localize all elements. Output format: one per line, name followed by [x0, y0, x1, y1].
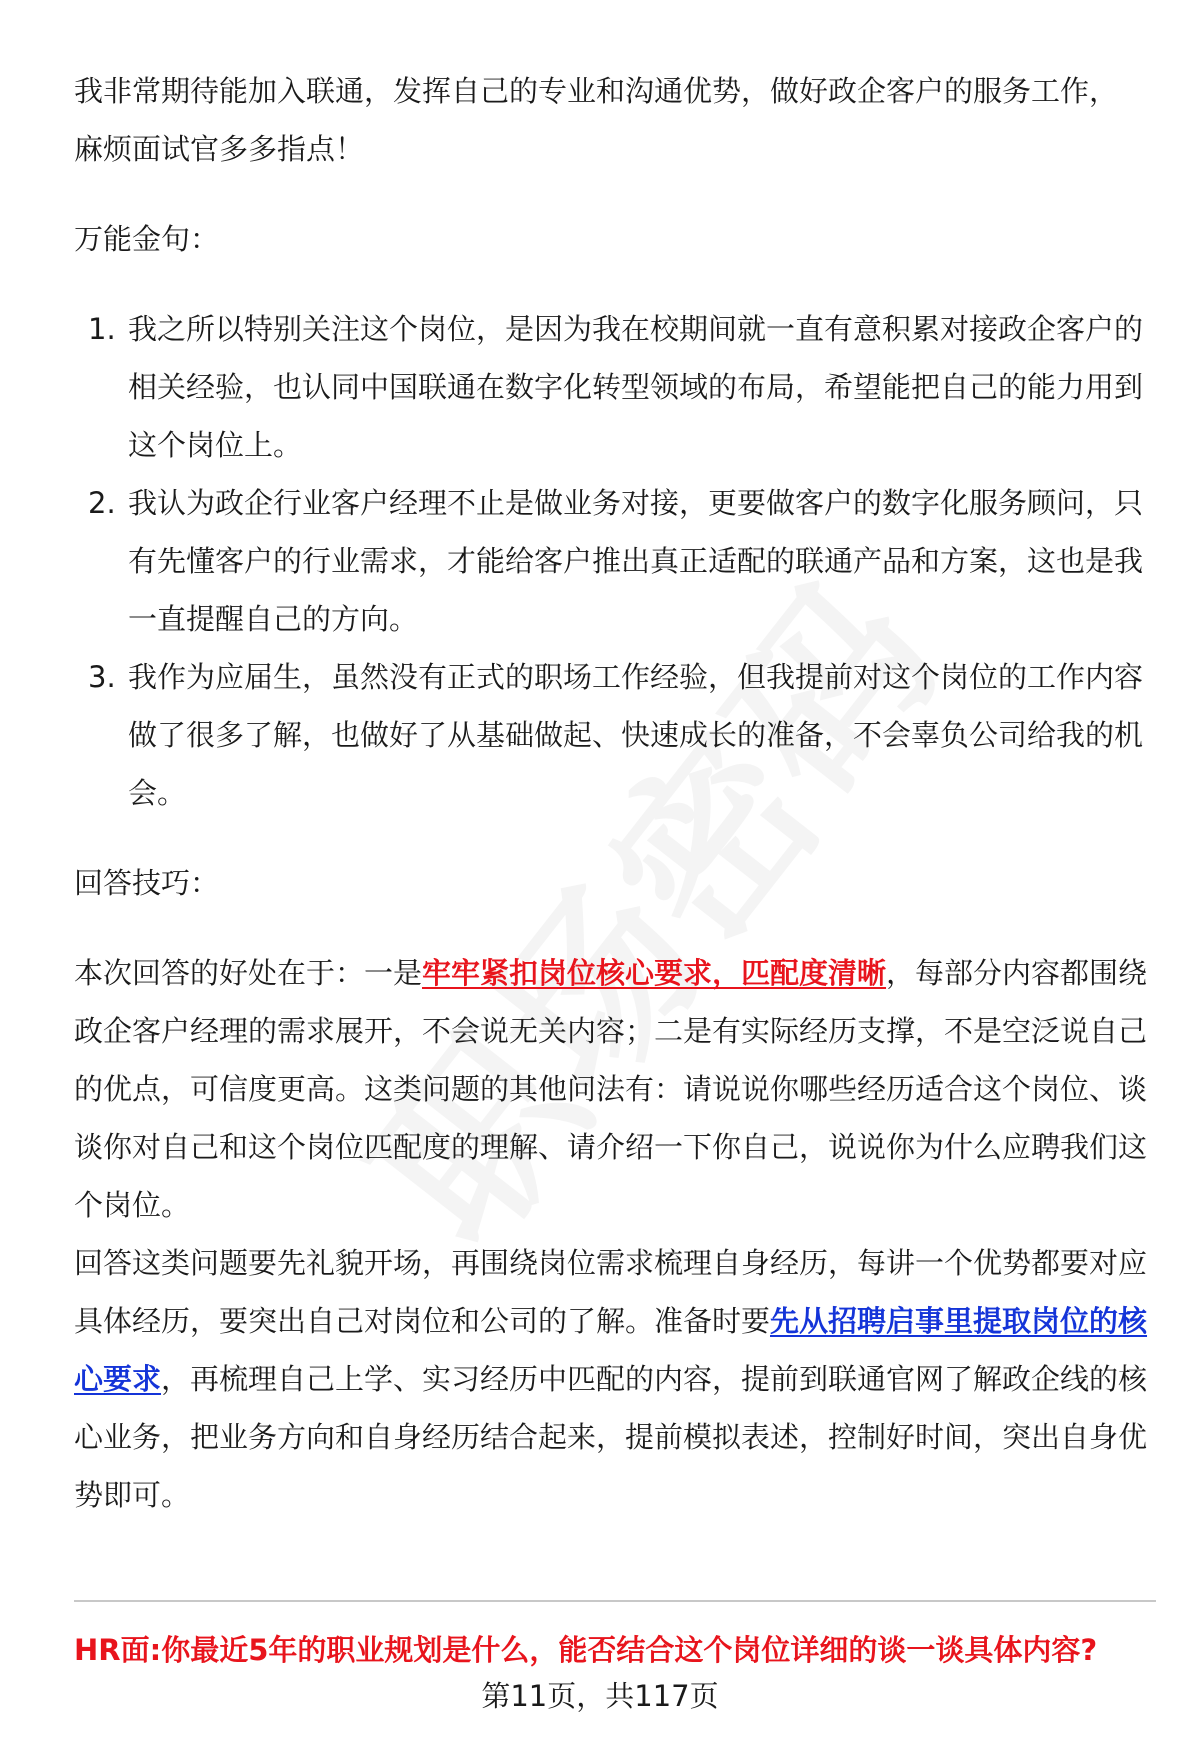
page-number: 第11页，共117页 — [481, 1679, 719, 1713]
list-number: 1. — [88, 312, 116, 346]
page-content — [74, 62, 1154, 1524]
list-text: 我作为应届生，虽然没有正式的职场工作经验，但我提前对这个岗位的工作内容做了很多了解，也做好了从基础做起、快速成长的准备，不会辜负公司给我的机会。 — [128, 660, 1144, 810]
tips-p1-text: 本次回答的好处在于：一是 — [74, 956, 423, 990]
intro-paragraph — [74, 62, 1154, 178]
list-item — [74, 474, 1154, 648]
tips-p1-text: ，每部分内容都围绕政企客户经理的需求展开，不会说无关内容；二是有实际经历支撑，不是空泛说自己的优点，可信度更高。这类问题的其他问法有：请说说你哪些经历适合这个岗位、谈谈你对自己和这个岗位匹配度的理解、请介绍一下你自己，说说你为什么应聘我们这个岗位。 — [74, 956, 1148, 1222]
intro-line-2: 麻烦面试官多多指点！ — [74, 132, 365, 166]
key-point-highlight: 牢牢紧扣岗位核心要求，匹配度清晰 — [422, 956, 887, 990]
section-divider — [74, 1600, 1156, 1602]
tips-paragraph-1 — [74, 944, 1154, 1234]
list-number: 2. — [88, 486, 116, 520]
list-number: 3. — [88, 660, 116, 694]
tips-heading: 回答技巧： — [74, 866, 220, 900]
hr-question-heading: HR面:你最近5年的职业规划是什么，能否结合这个岗位详细的谈一谈具体内容? — [74, 1633, 1098, 1667]
tips-paragraph-2 — [74, 1234, 1154, 1524]
golden-list — [74, 300, 1154, 822]
key-point-highlight: 先从招聘启事里提取岗位的核心要求 — [74, 1304, 1148, 1396]
list-text: 我认为政企行业客户经理不止是做业务对接，更要做客户的数字化服务顾问，只有先懂客户的行业需求，才能给客户推出真正适配的联通产品和方案，这也是我一直提醒自己的方向。 — [128, 486, 1144, 636]
tips-p2-text: 回答这类问题要先礼貌开场，再围绕岗位需求梳理自身经历，每讲一个优势都要对应具体经历，要突出自己对岗位和公司的了解。准备时要 — [74, 1246, 1148, 1338]
list-item — [74, 300, 1154, 474]
tips-p2-text: ，再梳理自己上学、实习经历中匹配的内容，提前到联通官网了解政企线的核心业务，把业务方向和自身经历结合起来，提前模拟表述，控制好时间，突出自身优势即可。 — [74, 1362, 1148, 1512]
golden-heading: 万能金句： — [74, 222, 220, 256]
intro-line-1: 我非常期待能加入联通，发挥自己的专业和沟通优势，做好政企客户的服务工作， — [74, 74, 1119, 108]
list-text: 我之所以特别关注这个岗位，是因为我在校期间就一直有意积累对接政企客户的相关经验，也认同中国联通在数字化转型领域的布局，希望能把自己的能力用到这个岗位上。 — [128, 312, 1144, 462]
list-item — [74, 648, 1154, 822]
